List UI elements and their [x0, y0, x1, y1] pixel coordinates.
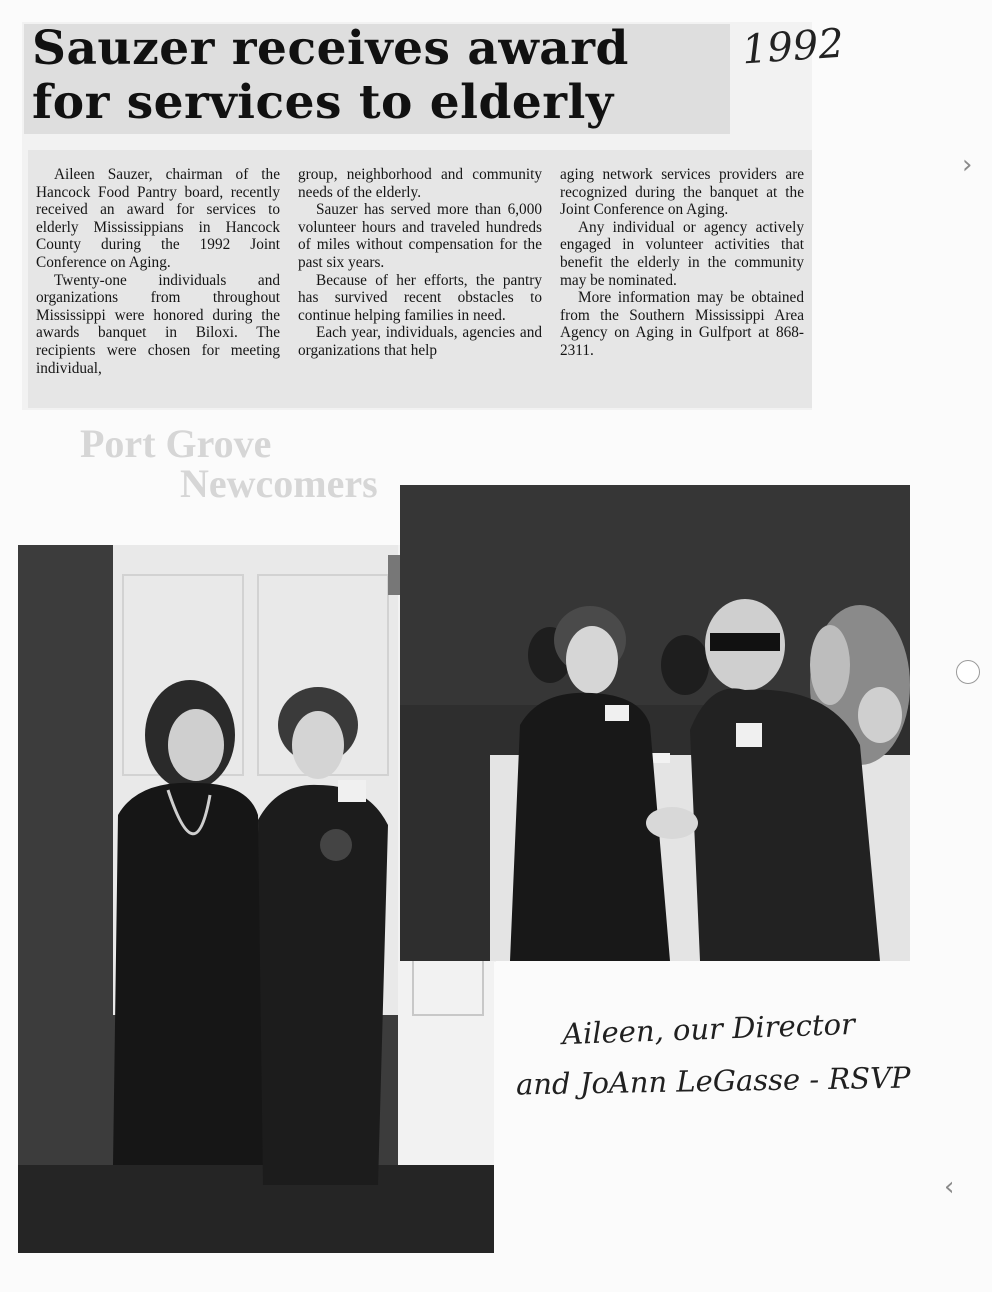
binder-punch-hole [956, 660, 980, 684]
article-paragraph: aging network services providers are recognized during the banquet at the Joint Conference on Aging. [560, 166, 804, 219]
handwritten-year: 1992 [740, 20, 846, 74]
article-paragraph: Twenty-one individuals and organizations from throughout Mississippi were honored during the awards banquet in Biloxi. The recipients were chosen for meeting individual, [36, 271, 280, 377]
article-paragraph: More information may be obtained from the Southern Mississippi Area Agency on Aging in Gulfport at 868-2311. [560, 289, 804, 359]
binder-mark: › [962, 150, 973, 180]
photo-handshake-image [400, 485, 910, 961]
handwritten-caption-line-1: Aileen, our Director [561, 1006, 856, 1052]
article-paragraph: group, neighborhood and community needs of the elderly. [298, 166, 542, 201]
caption-area [494, 962, 870, 1262]
article-paragraph: Sauzer has served more than 6,000 volunteer hours and traveled hundreds of miles without compensation for the past six years. [298, 201, 542, 271]
headline-line-2: for services to elderly [32, 75, 614, 130]
handwritten-caption-line-2: and JoAnn LeGasse - RSVP [515, 1060, 911, 1102]
photo-handshake [400, 485, 910, 961]
article-paragraph: Because of her efforts, the pantry has survived recent obstacles to continue helping families in need. [298, 271, 542, 324]
article-column-1 [36, 166, 280, 377]
article-column-2 [298, 166, 542, 360]
headline-line-1: Sauzer receives award [32, 21, 629, 76]
bleed-through-text: Newcomers [180, 461, 378, 506]
article-column-3 [560, 166, 804, 360]
article-paragraph: Any individual or agency actively engaged in volunteer activities that benefit the elderly in the community may be nominated. [560, 218, 804, 289]
article-paragraph: Aileen Sauzer, chairman of the Hancock Food Pantry board, recently received an award for services to elderly Mississippians in Hancock County during the 1992 Joint Conference on Aging. [36, 166, 280, 271]
article-paragraph: Each year, individuals, agencies and organizations that help [298, 324, 542, 359]
bleed-through-text: Port Grove [80, 421, 272, 466]
binder-mark: ‹ [944, 1172, 955, 1202]
article-headline [32, 22, 732, 130]
